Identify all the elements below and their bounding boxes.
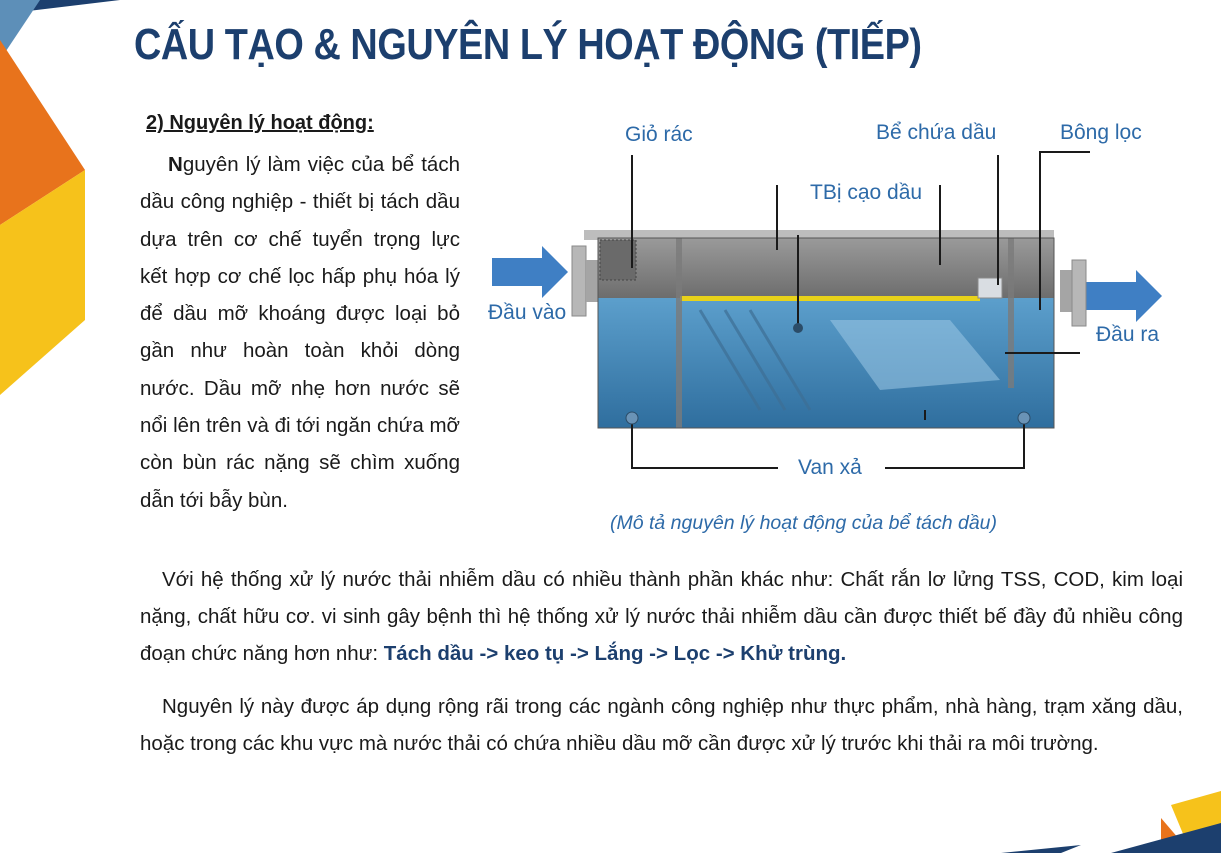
label-dau-vao: Đầu vào [488, 301, 567, 324]
label-tbi-cao-dau: TBị cạo dầu [810, 181, 923, 204]
oil-separator-illustration [480, 110, 1180, 490]
process-chain-highlight: Tách dầu -> keo tụ -> Lắng -> Lọc -> Khử trùng. [383, 642, 847, 665]
left-paragraph-lead: N [168, 153, 183, 176]
outlet-arrow-icon [1086, 270, 1162, 322]
inlet-arrow-icon [492, 246, 568, 298]
section-heading: 2) Nguyên lý hoạt động: [146, 112, 374, 134]
diagram-caption: (Mô tả nguyên lý hoạt động của bể tách dầu) [610, 512, 998, 534]
paragraph-processes [140, 561, 1183, 672]
oil-separator-diagram [480, 110, 1180, 490]
corner-decoration-top-left [0, 0, 130, 420]
label-gio-rac: Giỏ rác [625, 123, 693, 146]
paragraph-application [140, 688, 1183, 762]
left-paragraph-body: guyên lý làm việc của bể tách dầu công nghiệp - thiết bị tách dầu dựa trên cơ chế tuyển trọng lực kết hợp cơ chế lọc hấp phụ hóa lý để dầu mỡ khoáng được loại bỏ gần như hoàn toàn khỏi dòng nước. Dầu mỡ nhẹ hơn nước sẽ nổi lên trên và đi tới ngăn chứa mỡ còn bùn rác nặng sẽ chìm xuống dẫn tới bẫy bùn. [140, 153, 460, 512]
page-title: CẤU TẠO & NGUYÊN LÝ HOẠT ĐỘNG (TIẾP) [134, 20, 922, 69]
label-bong-loc: Bông lọc [1060, 121, 1142, 144]
corner-decoration-bottom-right [961, 783, 1221, 853]
left-paragraph [140, 146, 460, 519]
label-dau-ra: Đầu ra [1096, 323, 1160, 346]
paragraph-application-text: Nguyên lý này được áp dụng rộng rãi trong các ngành công nghiệp như thực phẩm, nhà hàng, trạm xăng dầu, hoặc trong các khu vực mà nước thải có chứa nhiều dầu mỡ cần được xử lý trước khi thải ra môi trường. [140, 695, 1183, 755]
label-be-chua-dau: Bể chứa dầu [876, 121, 997, 144]
label-van-xa: Van xả [798, 456, 862, 479]
paragraph-processes-text: Với hệ thống xử lý nước thải nhiễm dầu có nhiều thành phần khác như: Chất rắn lơ lửng TSS, COD, kim loại nặng, chất hữu cơ. vi sinh gây bệnh thì hệ thống xử lý nước thải nhiễm dầu cần được thiết bế đầy đủ nhiều công đoạn chức năng hơn như: [140, 568, 1183, 665]
